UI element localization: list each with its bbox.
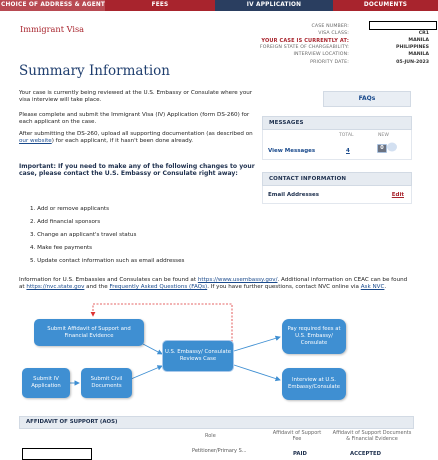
arrow	[234, 337, 280, 351]
list-item: 2. Add financial sponsors	[30, 219, 101, 226]
tab-documents[interactable]: DOCUMENTS	[363, 1, 408, 8]
page-title: Summary Information	[19, 63, 170, 79]
case-row	[179, 52, 429, 59]
submit-affidavit-step: Submit Affidavit of Support and Financial Evidence	[34, 319, 144, 346]
case-value: MANILA	[408, 38, 429, 44]
text-segment: ) for each applicant, if it hasn't been done already.	[51, 137, 193, 144]
fee-status: PAID	[293, 451, 307, 457]
our-website-link[interactable]: our website	[19, 137, 52, 144]
consulate-review-step: U.S. Embassy/ Consulate Reviews Case	[162, 340, 234, 372]
case-label: FOREIGN STATE OF CHARGEABILITY:	[259, 45, 349, 51]
mail-cursor-icon	[385, 140, 399, 154]
submit-iv-application-step: Submit IV Application	[22, 368, 70, 398]
case-label: YOUR CASE IS CURRENTLY AT:	[261, 37, 349, 44]
list-item: 4. Make fee payments	[30, 245, 93, 252]
case-label: VISA CLASS:	[318, 30, 349, 36]
case-value: CR1	[418, 30, 429, 36]
messages-header: MESSAGES	[262, 116, 412, 130]
list-item: 1. Add or remove applicants	[30, 206, 110, 213]
text-segment: . If you have further questions, contact NVC online via	[207, 283, 361, 290]
faqs-link[interactable]: Frequently Asked Questions (FAQs)	[109, 283, 208, 290]
total-messages-count[interactable]: 4	[346, 148, 350, 154]
status-paragraph: Your case is currently being reviewed at the U.S. Embassy or Consulate where your visa interview will take place.	[19, 90, 253, 103]
ds260-paragraph: Please complete and submit the Immigrant Visa (IV) Application (form DS-260) for each applicant on the case.	[19, 112, 250, 125]
redacted-box	[369, 21, 437, 30]
role-cell: Petitioner/Primary S...	[192, 448, 247, 454]
case-value: PHILIPPINES	[396, 45, 429, 51]
case-row	[179, 59, 429, 66]
role-column-header: Role	[205, 433, 216, 439]
change-list	[30, 203, 184, 268]
submit-civil-documents-step: Submit Civil Documents	[81, 368, 132, 398]
case-row	[179, 37, 429, 44]
case-row	[179, 30, 429, 37]
text-segment: Information for U.S. Embassies and Consulates can be found at	[19, 277, 198, 283]
list-item: 5. Update contact information such as email addresses	[30, 258, 185, 265]
total-column-header: TOTAL	[339, 133, 354, 138]
upload-paragraph	[19, 131, 255, 145]
text-segment: .	[384, 283, 387, 290]
new-messages-badge[interactable]: 0	[377, 144, 387, 153]
case-label: PRIORITY DATE:	[310, 59, 349, 65]
interview-step: Interview at U.S. Embassy/Consulate	[282, 368, 346, 400]
case-label: INTERVIEW LOCATION:	[293, 52, 349, 58]
aos-fee-column-header: Affidavit of Support Fee	[272, 430, 322, 442]
arrow	[131, 366, 162, 379]
messages-panel	[262, 130, 412, 160]
case-value: MANILA	[408, 52, 429, 58]
info-paragraph	[19, 277, 414, 291]
contact-header: CONTACT INFORMATION	[262, 172, 412, 186]
aos-documents-column-header: Affidavit of Support Documents & Financial Evidence	[332, 430, 412, 442]
text-segment: After submitting the DS-260, upload all supporting documentation (as described on	[19, 131, 253, 137]
usembassy-link[interactable]: https://www.usembassy.gov/	[197, 277, 278, 283]
email-addresses-label: Email Addresses	[268, 192, 320, 198]
case-value: 05-JUN-2023	[396, 59, 429, 65]
case-row	[179, 23, 429, 30]
nvc-link[interactable]: https://nvc.state.gov	[26, 283, 85, 290]
visa-title: Immigrant Visa	[20, 24, 85, 34]
edit-email-link[interactable]: Edit	[391, 192, 404, 198]
list-item: 3. Change an applicant's travel status	[30, 232, 137, 239]
case-info	[179, 23, 429, 66]
pay-fees-step: Pay required fees at U.S. Embassy/ Consulate	[282, 319, 346, 354]
arrow	[143, 344, 162, 354]
case-label: CASE NUMBER:	[311, 23, 349, 29]
top-nav	[0, 0, 438, 11]
contact-row	[262, 186, 412, 204]
tab-iv-application[interactable]: IV APPLICATION	[215, 0, 333, 11]
redacted-box	[22, 448, 92, 460]
aos-header: AFFIDAVIT OF SUPPORT (AOS)	[19, 416, 414, 429]
text-segment: and the	[84, 283, 110, 290]
new-column-header: NEW	[378, 133, 389, 138]
documents-status: ACCEPTED	[350, 451, 382, 457]
text-segment: . Additional information on CEAC can be found at	[19, 277, 408, 290]
faqs-button[interactable]: FAQs	[323, 91, 411, 107]
tab-fees[interactable]: FEES	[151, 1, 169, 8]
case-row	[179, 45, 429, 52]
ask-nvc-link[interactable]: Ask NVC	[360, 283, 385, 290]
arrow	[234, 365, 280, 380]
tab-choice-of-address[interactable]: CHOICE OF ADDRESS & AGENT	[0, 0, 105, 11]
view-messages-link[interactable]: View Messages	[268, 148, 316, 154]
important-notice: Important: If you need to make any of the following changes to your case, please contact the U.S. Embassy or Consulate right away:	[19, 163, 255, 178]
